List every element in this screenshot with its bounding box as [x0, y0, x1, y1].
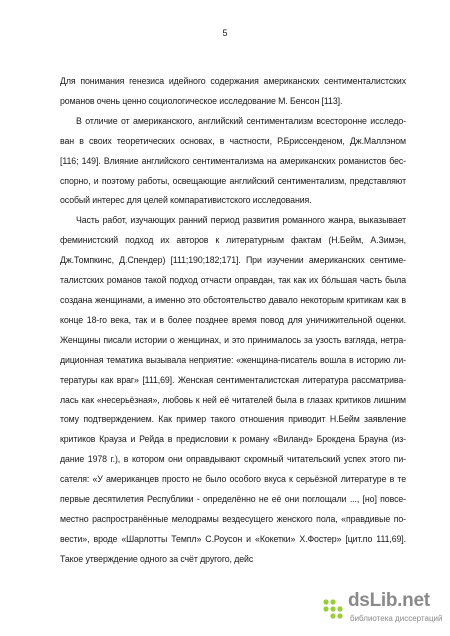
dslib-watermark	[322, 590, 442, 630]
text-line: тературы как враг» [111,69]. Женская сентименталистская литература рассматрива-	[60, 374, 406, 385]
text-line: местно распространённые мелодрамы вездесущего женского пола, «правдивые по-	[60, 513, 406, 524]
page-number: 5	[222, 28, 228, 38]
text-line: особый интерес для целей компаративистского исследования.	[60, 195, 312, 206]
text-line: тому подтверждением. Как пример такого отношения приводит Н.Бейм заявление	[60, 414, 406, 425]
text-line: [116; 149]. Влияние английского сентиментализма на американских романистов бес-	[60, 155, 406, 166]
text-line: талистских романов такой подход отчасти оправдан, так как их бóльшая часть была	[60, 275, 406, 286]
text-line: вести», вроде «Шарлотты Темпл» С.Роусон и «Кокетки» Х.Фостер» [цит.по 111,69].	[60, 533, 406, 544]
text-line: В отличие от американского, английский сентиментализм всесторонне исследо-	[76, 115, 406, 126]
text-line: Дж.Томпкинс, Д.Спендер) [111;190;182;171]. При изучении американских сентиме-	[60, 255, 406, 266]
text-line: Для понимания генезиса идейного содержания американских сентименталистских	[60, 76, 406, 86]
text-line: лась как «несерьёзная», любовь к ней её читателей была в глазах критиков лишним	[60, 394, 406, 405]
text-line: создана женщинами, а именно это обстоятельство давало некоторым критикам как в	[60, 294, 406, 305]
text-line: Часть работ, изучающих ранний период развития романного жанра, выказывает	[76, 215, 406, 226]
text-line: романов очень ценно социологическое исследование М. Бенсон [113].	[60, 95, 343, 106]
dots-logo-icon	[322, 598, 344, 620]
text-line: феминистский подход их авторов к литературным фактам (Н.Бейм, А.Зимэн,	[60, 235, 406, 246]
watermark-subtitle: библиотека диссертаций	[350, 614, 443, 623]
document-body	[60, 72, 406, 570]
text-line: первые десятилетия Республики - определённо не её они поглощали ..., [но] повсе-	[60, 494, 406, 505]
text-line: конце 18-го века, так и в более позднее время повод для уничижительной оценки.	[60, 314, 406, 325]
text-line: критиков Крауза и Рейда в предисловии к роману «Виланд» Брокдена Брауна (из-	[60, 434, 406, 445]
text-line: сателя: «У американцев просто не было особого вкуса к серьёзной литературе в те	[60, 474, 406, 485]
text-line: спорно, и поэтому работы, освещающие английский сентиментализм, представляют	[60, 175, 406, 186]
text-line: дание 1978 г.), в котором они оправдывают скромный читательский успех этого пи-	[60, 454, 406, 465]
text-line: Такое утверждение одного за счёт другого, дейс	[60, 553, 254, 564]
text-line: ван в своих теоретических основах, в частности, Р.Бриссенденом, Дж.Маллэном	[60, 135, 406, 146]
text-line: диционная тематика вызывала неприятие: «женщина-писатель вошла в историю ли-	[60, 354, 406, 365]
text-line: Женщины писали истории о женщинах, и это принималось за узость взгляда, нетра-	[60, 334, 406, 345]
watermark-brand: dsLib.net	[348, 590, 430, 611]
